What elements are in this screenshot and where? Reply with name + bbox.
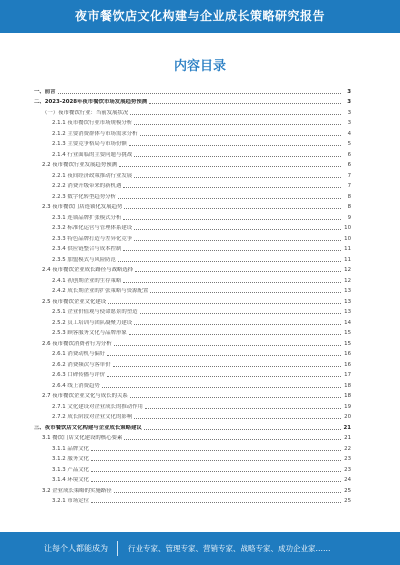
- toc-entry-title: 2.1.4 行业面临的主要问题与挑战: [52, 151, 133, 158]
- toc-leader-dots: [91, 481, 341, 482]
- toc-entry-title: 2.2.1 夜间经济政策推动行业发展: [52, 172, 133, 179]
- toc-leader-dots: [150, 292, 341, 293]
- toc-leader-dots: [130, 397, 341, 398]
- table-of-contents: [34, 84, 351, 504]
- toc-entry[interactable]: [34, 494, 351, 505]
- toc-entry[interactable]: [34, 357, 351, 368]
- toc-entry-title: 2.3.2 标准化运营与管理体系建设: [52, 225, 133, 231]
- toc-entry[interactable]: [34, 158, 351, 169]
- toc-entry-page: 17: [344, 372, 351, 378]
- toc-entry[interactable]: [34, 420, 351, 431]
- toc-entry[interactable]: [34, 431, 351, 442]
- toc-entry-page: 5: [347, 141, 351, 147]
- toc-entry[interactable]: [34, 336, 351, 347]
- toc-entry-title: 2.6.1 消费动机与偏好: [52, 351, 106, 357]
- toc-leader-dots: [149, 103, 341, 104]
- toc-entry[interactable]: [34, 389, 351, 400]
- toc-entry-title: 一、前言: [34, 88, 56, 95]
- toc-entry-page: 24: [344, 477, 351, 483]
- toc-entry-title: 2.1.3 主要竞争格局与市场份额: [52, 141, 127, 147]
- toc-entry-title: 2.3 夜市餐饮门店连锁化发展趋势: [42, 204, 123, 210]
- toc-entry-page: 9: [347, 214, 351, 221]
- toc-entry-page: 3: [347, 88, 351, 95]
- toc-entry[interactable]: [34, 452, 351, 463]
- toc-leader-dots: [114, 345, 341, 346]
- toc-entry-page: 4: [347, 130, 351, 137]
- toc-entry-page: 7: [347, 183, 351, 189]
- toc-entry-title: 2.3.3 特色品牌打造与差异化竞争: [52, 235, 133, 242]
- toc-entry-page: 22: [344, 445, 351, 452]
- toc-leader-dots: [134, 418, 341, 419]
- toc-leader-dots: [140, 135, 341, 136]
- toc-leader-dots: [102, 387, 341, 388]
- toc-entry[interactable]: [34, 231, 351, 242]
- toc-leader-dots: [123, 219, 341, 220]
- toc-entry-page: 19: [344, 403, 351, 410]
- toc-entry-page: 6: [347, 151, 351, 158]
- toc-entry[interactable]: [34, 95, 351, 106]
- toc-entry[interactable]: [34, 263, 351, 274]
- toc-entry-page: 20: [344, 414, 351, 420]
- report-title: 夜市餐饮店文化构建与企业成长策略研究报告: [74, 9, 325, 23]
- toc-entry-page: 12: [344, 277, 351, 284]
- toc-entry-page: 25: [344, 498, 351, 504]
- toc-entry-page: 25: [344, 487, 351, 494]
- toc-entry-title: 3.2 企业成长策略的实施路径: [42, 487, 112, 494]
- toc-leader-dots: [129, 334, 341, 335]
- toc-entry-title: 2.3.1 连锁品牌扩张模式分析: [52, 214, 122, 221]
- toc-entry[interactable]: [34, 399, 351, 410]
- toc-entry[interactable]: [34, 410, 351, 421]
- toc-entry-title: 2.5.3 顾客服务文化与品牌形象: [52, 330, 127, 336]
- toc-entry-title: 2.7.1 文化建设对企业成长的推动作用: [52, 403, 143, 410]
- toc-entry-page: 12: [344, 267, 351, 273]
- toc-entry-title: 2.7.2 成长阶段对企业文化的影响: [52, 414, 133, 420]
- toc-entry-title: 2.1.1 夜市餐饮行业市场规模分析: [52, 120, 133, 126]
- toc-entry[interactable]: [34, 84, 351, 95]
- toc-leader-dots: [123, 282, 341, 283]
- toc-leader-dots: [91, 471, 341, 472]
- toc-entry[interactable]: [34, 441, 351, 452]
- toc-entry-page: 11: [344, 246, 351, 252]
- toc-entry-page: 23: [344, 456, 351, 462]
- footer-banner: [0, 532, 400, 565]
- toc-entry-title: 2.4 夜市餐饮企业成长路径与战略选择: [42, 267, 134, 273]
- toc-leader-dots: [91, 450, 341, 451]
- toc-entry-page: 18: [344, 393, 351, 399]
- toc-entry-page: 7: [347, 172, 351, 179]
- footer-divider: [117, 541, 118, 556]
- toc-entry[interactable]: [34, 483, 351, 494]
- toc-leader-dots: [91, 460, 341, 461]
- toc-entry-page: 8: [347, 204, 351, 210]
- toc-entry-page: 21: [343, 424, 351, 431]
- toc-entry[interactable]: [34, 462, 351, 473]
- toc-leader-dots: [107, 376, 341, 377]
- toc-entry-page: 16: [344, 351, 351, 357]
- toc-entry-title: 2.2 夜市餐饮行业发展趋势预测: [42, 162, 117, 168]
- toc-leader-dots: [134, 240, 341, 241]
- toc-leader-dots: [58, 93, 341, 94]
- toc-entry-title: 3.1.3 产品文化: [52, 466, 89, 473]
- toc-entry[interactable]: [34, 252, 351, 263]
- toc-entry-title: 2.3.5 加盟模式与风险防范: [52, 256, 116, 263]
- toc-entry[interactable]: [34, 126, 351, 137]
- toc-leader-dots: [124, 208, 341, 209]
- toc-entry-title: 2.5 夜市餐饮企业文化建设: [42, 298, 107, 305]
- toc-leader-dots: [123, 250, 341, 251]
- toc-entry-title: 三、夜市餐饮店文化构建与企业成长策略建议: [34, 424, 142, 431]
- toc-entry-page: 8: [347, 193, 351, 200]
- toc-leader-dots: [140, 313, 341, 314]
- toc-entry-title: 2.6.4 线上消费趋势: [52, 382, 100, 389]
- toc-entry-title: 3.1.2 服务文化: [52, 456, 89, 462]
- toc-entry[interactable]: [34, 273, 351, 284]
- toc-entry-page: 3: [347, 109, 351, 116]
- toc-entry-title: 2.2.2 消费升级带来的新机遇: [52, 183, 122, 189]
- toc-entry[interactable]: [34, 305, 351, 316]
- toc-leader-dots: [130, 114, 341, 115]
- toc-leader-dots: [119, 166, 341, 167]
- toc-entry-page: 16: [344, 361, 351, 368]
- toc-entry[interactable]: [34, 473, 351, 484]
- toc-entry[interactable]: [34, 378, 351, 389]
- toc-heading: 内容目录: [173, 59, 226, 74]
- toc-entry-page: 13: [344, 288, 351, 294]
- toc-entry[interactable]: [34, 179, 351, 190]
- footer-slogan: 让每个人都能成为: [44, 544, 108, 553]
- toc-leader-dots: [124, 439, 341, 440]
- toc-entry[interactable]: [34, 221, 351, 232]
- toc-entry[interactable]: [34, 210, 351, 221]
- toc-entry-title: 3.1.4 环境文化: [52, 477, 89, 483]
- toc-leader-dots: [118, 261, 341, 262]
- toc-entry-title: 3.2.1 市场定位: [52, 498, 89, 504]
- toc-entry[interactable]: [34, 105, 351, 116]
- toc-entry-page: 13: [344, 298, 351, 305]
- toc-entry-page: 13: [344, 309, 351, 315]
- toc-entry-title: 2.6 夜市餐饮消费者行为分析: [42, 340, 112, 347]
- toc-leader-dots: [129, 145, 341, 146]
- toc-entry-title: 2.6.2 消费频次与客单价: [52, 361, 111, 368]
- toc-leader-dots: [118, 198, 341, 199]
- toc-entry-page: 23: [344, 466, 351, 473]
- toc-entry-title: 2.4.1 初创期企业的生存策略: [52, 277, 122, 284]
- toc-entry-title: 2.5.2 员工培训与团队凝聚力建设: [52, 319, 133, 326]
- toc-leader-dots: [107, 355, 341, 356]
- toc-entry-title: 2.1.2 主要消费群体与市场需求分析: [52, 130, 138, 137]
- header-banner: [0, 0, 400, 33]
- toc-leader-dots: [113, 366, 341, 367]
- toc-entry-page: 3: [347, 99, 351, 105]
- toc-leader-dots: [134, 324, 341, 325]
- toc-entry-page: 6: [347, 162, 351, 168]
- toc-entry-title: （一）夜市餐饮行业：当前发展状况: [42, 109, 129, 116]
- toc-entry-page: 15: [344, 330, 351, 336]
- toc-entry[interactable]: [34, 116, 351, 127]
- toc-entry-page: 15: [344, 340, 351, 347]
- toc-entry[interactable]: [34, 294, 351, 305]
- toc-entry-title: 二、2023-2028年夜市餐饮市场发展趋势预测: [34, 99, 148, 105]
- toc-entry[interactable]: [34, 168, 351, 179]
- toc-entry-title: 3.1.1 品牌文化: [52, 445, 89, 452]
- toc-entry-page: 10: [344, 235, 351, 242]
- toc-entry[interactable]: [34, 315, 351, 326]
- toc-entry[interactable]: [34, 242, 351, 253]
- toc-entry-title: 3.1 餐饮门店文化建设的核心要素: [42, 435, 123, 441]
- toc-entry[interactable]: [34, 347, 351, 358]
- toc-entry[interactable]: [34, 200, 351, 211]
- toc-entry[interactable]: [34, 284, 351, 295]
- toc-leader-dots: [134, 156, 341, 157]
- toc-leader-dots: [135, 271, 341, 272]
- toc-entry[interactable]: [34, 368, 351, 379]
- toc-leader-dots: [134, 124, 341, 125]
- toc-entry[interactable]: [34, 326, 351, 337]
- toc-entry-page: 11: [344, 256, 351, 263]
- toc-leader-dots: [134, 177, 341, 178]
- toc-leader-dots: [114, 492, 341, 493]
- toc-leader-dots: [108, 303, 341, 304]
- footer-tagline: 行业专家、管理专家、营销专家、战略专家、成功企业家……: [128, 544, 331, 553]
- toc-leader-dots: [91, 502, 341, 503]
- toc-entry-title: 2.6.3 口碑传播与评价: [52, 372, 106, 378]
- toc-leader-dots: [123, 187, 341, 188]
- toc-entry[interactable]: [34, 147, 351, 158]
- toc-entry-title: 2.7 夜市餐饮企业文化与成长的关系: [42, 393, 128, 399]
- toc-entry-page: 18: [344, 382, 351, 389]
- toc-entry-page: 21: [344, 435, 351, 441]
- toc-entry-page: 3: [347, 120, 351, 126]
- toc-leader-dots: [134, 229, 341, 230]
- toc-entry-title: 2.3.4 供应链整合与成本控制: [52, 246, 122, 252]
- toc-entry-title: 2.5.1 企业价值观与使命愿景的塑造: [52, 309, 138, 315]
- toc-entry[interactable]: [34, 137, 351, 148]
- toc-entry[interactable]: [34, 189, 351, 200]
- toc-entry-title: 2.4.2 成长期企业的扩张策略与资源配置: [52, 288, 149, 294]
- toc-leader-dots: [144, 429, 341, 430]
- toc-entry-page: 10: [344, 225, 351, 231]
- toc-leader-dots: [145, 408, 341, 409]
- toc-entry-page: 14: [344, 319, 351, 326]
- toc-entry-title: 2.2.3 数字化转型趋势分析: [52, 193, 116, 200]
